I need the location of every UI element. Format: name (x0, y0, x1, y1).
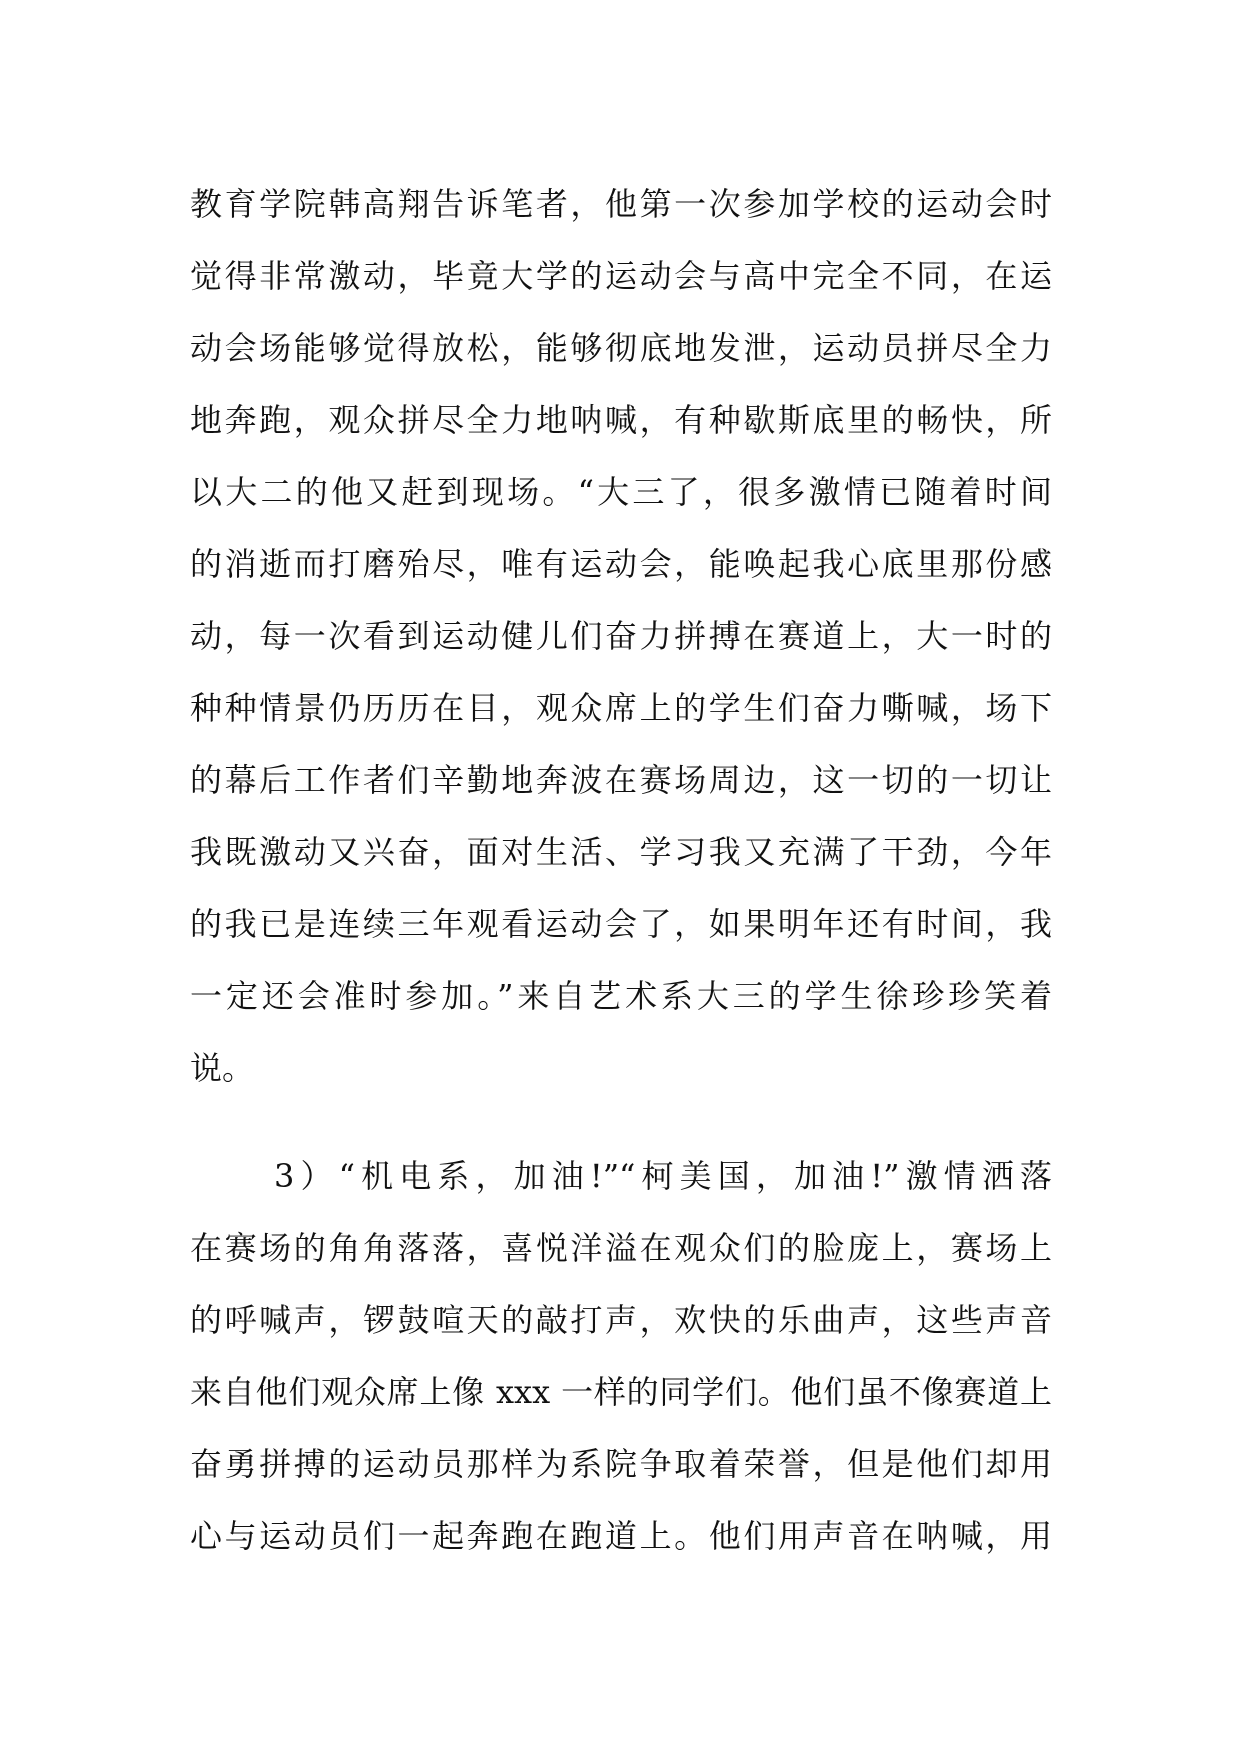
paragraph-line: 心与运动员们一起奔跑在跑道上。他们用声音在呐喊，用 (190, 1517, 1052, 1555)
paragraph-line: 种种情景仍历历在目，观众席上的学生们奋力嘶喊，场下 (190, 689, 1052, 727)
paragraph-line: 在赛场的角角落落，喜悦洋溢在观众们的脸庞上，赛场上 (190, 1229, 1052, 1267)
paragraph-line: 奋勇拼搏的运动员那样为系院争取着荣誉，但是他们却用 (190, 1445, 1052, 1483)
paragraph-line: 觉得非常激动，毕竟大学的运动会与高中完全不同，在运 (190, 257, 1052, 295)
paragraph-line: 动，每一次看到运动健儿们奋力拼搏在赛道上，大一时的 (190, 617, 1052, 655)
paragraph-2 (190, 1140, 1052, 1572)
paragraph-line: 说。 (190, 1049, 255, 1087)
paragraph-line: 我既激动又兴奋，面对生活、学习我又充满了干劲，今年 (190, 833, 1052, 871)
paragraph-line: 的呼喊声，锣鼓喧天的敲打声，欢快的乐曲声，这些声音 (190, 1301, 1052, 1339)
paragraph-line: 的幕后工作者们辛勤地奔波在赛场周边，这一切的一切让 (190, 761, 1052, 799)
paragraph-line: 动会场能够觉得放松，能够彻底地发泄，运动员拼尽全力 (190, 329, 1052, 367)
paragraph-line: 3）“机电系，加油!”“柯美国，加油!”激情洒落 (274, 1157, 1052, 1195)
paragraph-line: 以大二的他又赶到现场。“大三了，很多激情已随着时间 (190, 473, 1052, 511)
paragraph-1 (190, 168, 1052, 1104)
paragraph-line: 的消逝而打磨殆尽，唯有运动会，能唤起我心底里那份感 (190, 545, 1052, 583)
paragraph-line: 教育学院韩高翔告诉笔者，他第一次参加学校的运动会时 (190, 185, 1052, 223)
paragraph-line: 的我已是连续三年观看运动会了，如果明年还有时间，我 (190, 905, 1052, 943)
paragraph-line: 地奔跑，观众拼尽全力地呐喊，有种歇斯底里的畅快，所 (190, 401, 1052, 439)
paragraph-line: 来自他们观众席上像 xxx 一样的同学们。他们虽不像赛道上 (190, 1373, 1052, 1411)
paragraph-line: 一定还会准时参加。”来自艺术系大三的学生徐珍珍笑着 (190, 977, 1052, 1015)
